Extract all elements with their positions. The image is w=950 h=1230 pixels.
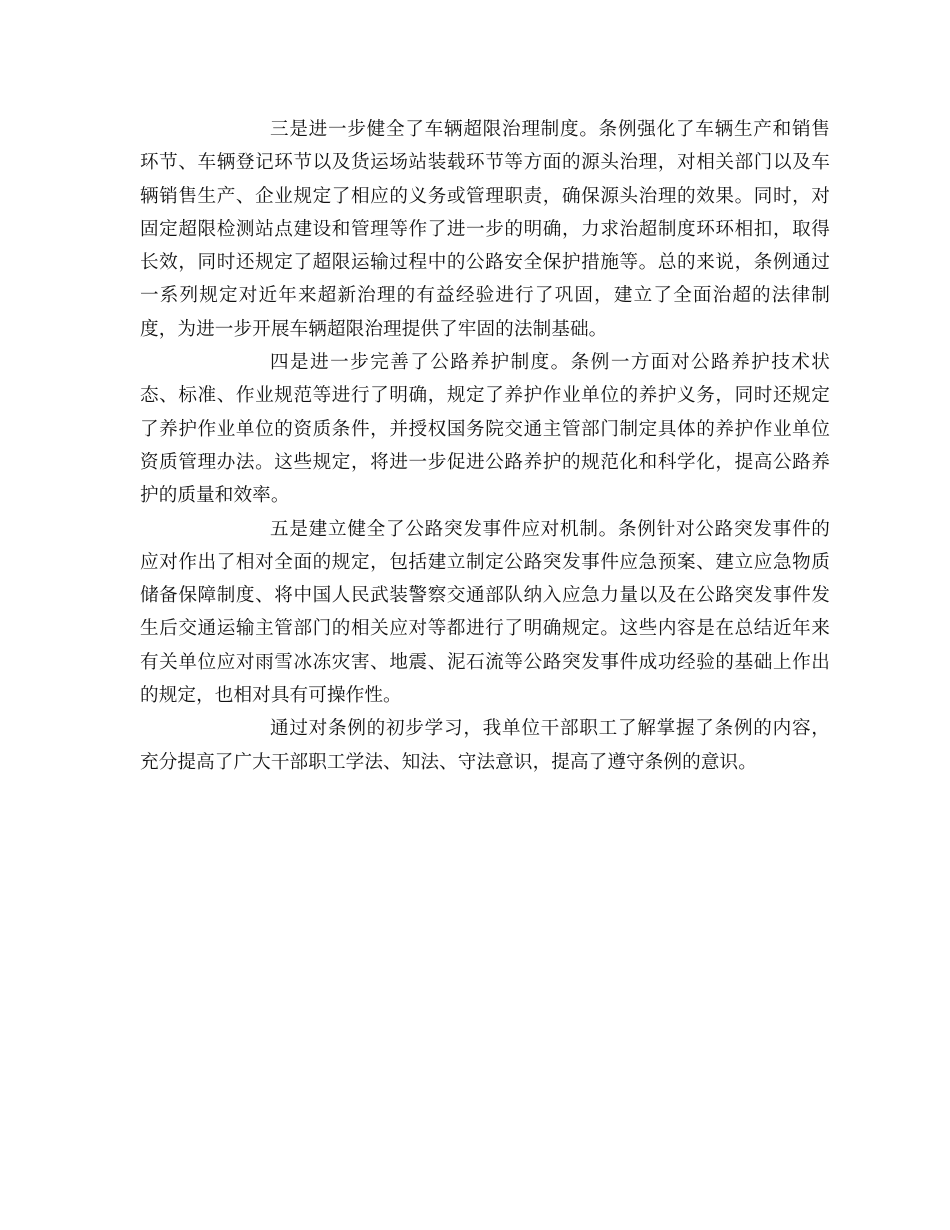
paragraph-conclusion: 通过对条例的初步学习，我单位干部职工了解掌握了条例的内容，充分提高了广大干部职工学法、知法、守法意识，提高了遵守条例的意识。	[140, 718, 830, 773]
paragraph-vehicle-overload: 三是进一步健全了车辆超限治理制度。条例强化了车辆生产和销售环节、车辆登记环节以及货运场站装载环节等方面的源头治理，对相关部门以及车辆销售生产、企业规定了相应的义务或管理职责，确保源头治理的效果。同时，对固定超限检测站点建设和管理等作了进一步的明确，力求治超制度环环相扣，取得长效，同时还规定了超限运输过程中的公路安全保护措施等。总的来说，条例通过一系列规定对近年来超新治理的有益经验进行了巩固，建立了全面治超的法律制度，为进一步开展车辆超限治理提供了牢固的法制基础。	[140, 119, 830, 340]
paragraph-emergency-response: 五是建立健全了公路突发事件应对机制。条例针对公路突发事件的应对作出了相对全面的规定，包括建立制定公路突发事件应急预案、建立应急物质储备保障制度、将中国人民武装警察交通部队纳入应急力量以及在公路突发事件发生后交通运输主管部门的相关应对等都进行了明确规定。这些内容是在总结近年来有关单位应对雨雪冰冻灾害、地震、泥石流等公路突发事件成功经验的基础上作出的规定，也相对具有可操作性。	[140, 518, 830, 707]
paragraph-road-maintenance: 四是进一步完善了公路养护制度。条例一方面对公路养护技术状态、标准、作业规范等进行了明确，规定了养护作业单位的养护义务，同时还规定了养护作业单位的资质条件，并授权国务院交通主管部门制定具体的养护作业单位资质管理办法。这些规定，将进一步促进公路养护的规范化和科学化，提高公路养护的质量和效率。	[140, 352, 830, 507]
document-body	[140, 113, 830, 779]
